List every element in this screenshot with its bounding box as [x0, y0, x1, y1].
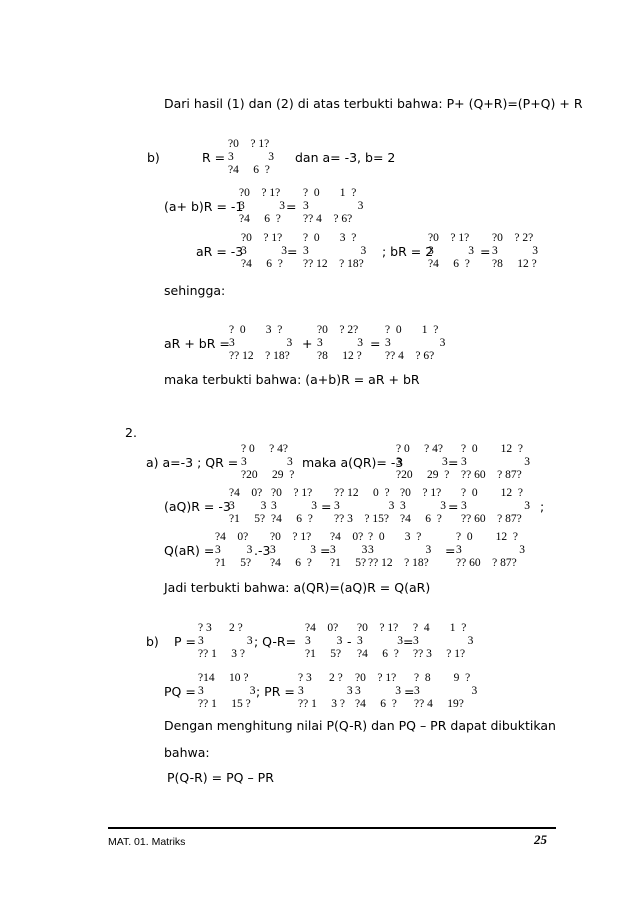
equals-sign: =: [445, 543, 456, 558]
equation-label: ; bR = 2: [382, 244, 434, 259]
matrix: ?? 12 0 ? 3 3 ?? 3 ? 15?: [334, 487, 395, 525]
page-number: 25: [534, 832, 547, 847]
equals-sign: =: [287, 244, 298, 259]
matrix: ?0 ? 1? 3 3 ?4 6 ?: [357, 622, 403, 660]
equals-sign: =: [370, 336, 381, 351]
equals-sign: =: [403, 634, 414, 649]
matrix: ? 4 1 ? 3 3 ?? 3 ? 1?: [413, 622, 474, 660]
equation-label: maka a(QR)= -3: [302, 455, 404, 470]
equation-label: a) a=-3 ; QR =: [146, 455, 239, 470]
item-label-b: b): [147, 150, 160, 165]
matrix: ? 0 3 ? 3 3 ?? 12 ? 18?: [229, 324, 293, 362]
matrix: ? 0 1 ? 3 3 ?? 4 ? 6?: [303, 187, 364, 225]
matrix: ?0 ? 1? 3 3 ?4 6 ?: [400, 487, 446, 525]
equation-label: ; PR =: [256, 684, 295, 699]
matrix: ?0 ? 1? 3 3 ?4 6 ?: [271, 487, 317, 525]
matrix: ? 0 ? 4? 3 3 ?20 29 ?: [396, 443, 450, 481]
matrix: ? 0 12 ? 3 3 ?? 60 ? 87?: [461, 487, 530, 525]
matrix: ? 0 ? 4? 3 3 ?20 29 ?: [241, 443, 295, 481]
matrix: ?0 ? 1? 3 3 ?4 6 ?: [239, 187, 285, 225]
equation-text: dan a= -3, b= 2: [295, 150, 396, 165]
equals-sign: =: [404, 684, 415, 699]
footer-rule: [108, 827, 556, 829]
item-label-b: b): [146, 634, 159, 649]
matrix: ? 0 12 ? 3 3 ?? 60 ? 87?: [456, 531, 525, 569]
matrix: ?0 ? 2? 3 3 ?8 12 ?: [317, 324, 363, 362]
conclusion-line: P(Q-R) = PQ – PR: [167, 770, 274, 785]
conclusion-line: Jadi terbukti bahwa: a(QR)=(aQ)R = Q(aR): [164, 580, 431, 595]
item-number-2: 2.: [125, 425, 137, 440]
footer-label: MAT. 01. Matriks: [108, 836, 186, 848]
statement-line: Dari hasil (1) dan (2) di atas terbukti bahwa: P+ (Q+R)=(P+Q) + R: [164, 96, 583, 111]
equation-label: Q(aR) =: [164, 543, 215, 558]
equals-sign: =: [448, 499, 459, 514]
equation-label: aR = -3: [196, 244, 244, 259]
matrix: ?0 ? 1? 3 3 ?4 6 ?: [228, 138, 274, 176]
matrix: ? 0 1 ? 3 3 ?? 4 ? 6?: [385, 324, 446, 362]
matrix: ?14 10 ? 3 3 ?? 1 15 ?: [198, 672, 256, 710]
minus-sign: -: [347, 634, 352, 649]
matrix: ? 0 3 ? 3 3 ?? 12 ? 18?: [303, 232, 367, 270]
matrix: ?0 ? 1? 3 3 ?4 6 ?: [428, 232, 474, 270]
equation-label: aR + bR =: [164, 336, 230, 351]
matrix: ? 8 9 ? 3 3 ?? 4 19?: [414, 672, 478, 710]
matrix: ?4 0? 3 3 ?1 5?: [215, 531, 253, 569]
matrix: ?4 0? 3 3 ?1 5?: [330, 531, 368, 569]
scalar-factor: .-3: [254, 543, 271, 558]
equals-sign: =: [321, 499, 332, 514]
matrix: ? 3 2 ? 3 3 ?? 1 3 ?: [198, 622, 253, 660]
equation-label: P =: [174, 634, 196, 649]
matrix: ? 0 12 ? 3 3 ?? 60 ? 87?: [461, 443, 530, 481]
matrix: ?0 ? 2? 3 3 ?8 12 ?: [492, 232, 538, 270]
text-line: sehingga:: [164, 283, 226, 298]
equals-sign: =: [448, 455, 459, 470]
equation-label: (aQ)R = -3: [164, 499, 231, 514]
matrix: ?4 0? 3 3 ?1 5?: [305, 622, 343, 660]
matrix: ? 3 2 ? 3 3 ?? 1 3 ?: [298, 672, 353, 710]
equation-label: R =: [202, 150, 226, 165]
separator: ;: [540, 499, 545, 514]
matrix: ?0 ? 1? 3 3 ?4 6 ?: [241, 232, 287, 270]
matrix: ? 0 3 ? 3 3 ?? 12 ? 18?: [368, 531, 432, 569]
conclusion-line: maka terbukti bahwa: (a+b)R = aR + bR: [164, 372, 420, 387]
matrix: ?0 ? 1? 3 3 ?4 6 ?: [270, 531, 316, 569]
text-line: Dengan menghitung nilai P(Q-R) dan PQ – PR dapat dibuktikan: [164, 718, 556, 733]
matrix: ?0 ? 1? 3 3 ?4 6 ?: [355, 672, 401, 710]
matrix: ?4 0? 3 3 ?1 5?: [229, 487, 267, 525]
equals-sign: =: [480, 244, 491, 259]
equals-sign: =: [286, 199, 297, 214]
plus-sign: +: [302, 336, 313, 351]
equation-label: PQ =: [164, 684, 196, 699]
equals-sign: =: [320, 543, 331, 558]
equation-label: (a+ b)R = -1: [164, 199, 244, 214]
text-line: bahwa:: [164, 745, 210, 760]
equation-label: ; Q-R=: [254, 634, 297, 649]
